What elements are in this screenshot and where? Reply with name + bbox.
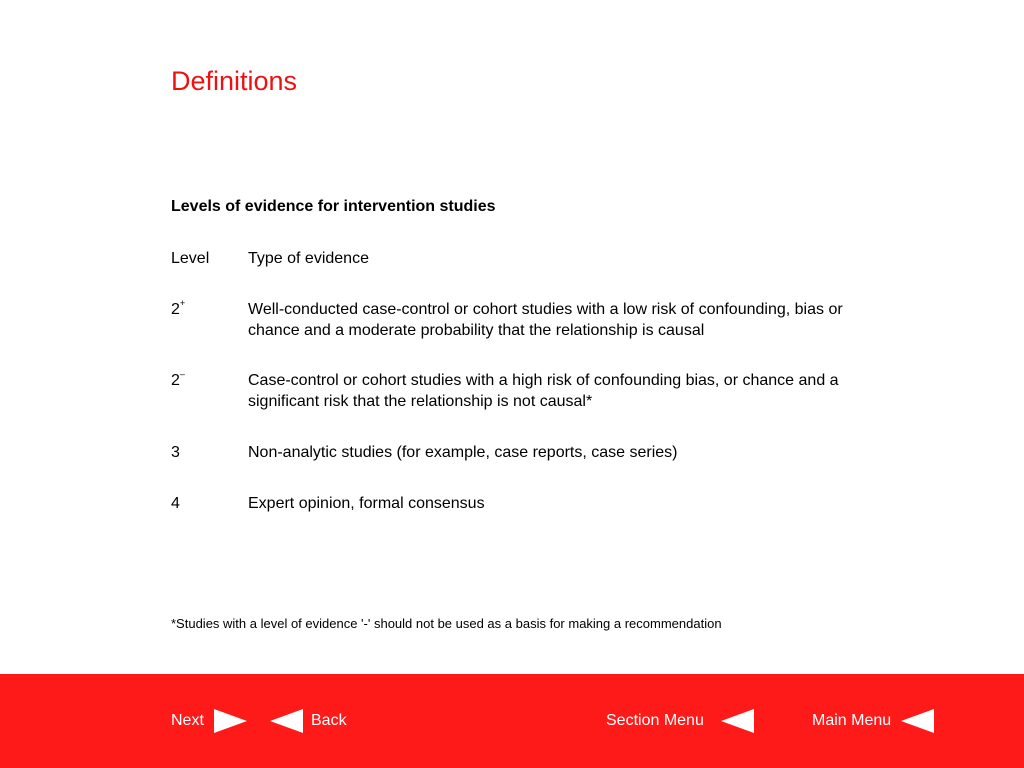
level-superscript: + (179, 298, 186, 308)
evidence-description: Expert opinion, formal consensus (248, 495, 485, 512)
level-number: 2 (171, 372, 180, 389)
evidence-description: Well-conducted case-control or cohort studies with a low risk of confounding, bias or chance and a moderate probability that the relationship is causal (248, 301, 843, 339)
section-subtitle: Levels of evidence for intervention studies (171, 198, 496, 215)
main-menu-button[interactable] (812, 707, 934, 735)
level-number: 3 (171, 444, 180, 461)
level-superscript: – (179, 369, 185, 379)
evidence-level (171, 493, 241, 514)
evidence-level (171, 370, 241, 391)
level-column-header: Level (171, 250, 210, 267)
level-number: 4 (171, 495, 180, 512)
back-label: Back (311, 712, 347, 729)
arrow-right-icon (214, 709, 247, 733)
evidence-description: Case-control or cohort studies with a high risk of confounding bias, or chance and a significant risk that the relationship is not causal* (248, 372, 839, 410)
next-button[interactable] (171, 707, 247, 735)
level-number: 2 (171, 301, 180, 318)
next-label: Next (171, 712, 204, 729)
arrow-left-icon (901, 709, 934, 733)
arrow-left-icon (721, 709, 754, 733)
evidence-description: Non-analytic studies (for example, case reports, case series) (248, 444, 678, 461)
evidence-level (171, 299, 241, 320)
back-button[interactable] (270, 707, 347, 735)
section-menu-button[interactable] (606, 707, 754, 735)
arrow-left-icon (270, 709, 303, 733)
main-menu-label: Main Menu (812, 712, 892, 729)
page-title: Definitions (171, 66, 298, 96)
footnote: *Studies with a level of evidence '-' should not be used as a basis for making a recommendation (171, 616, 722, 631)
type-column-header: Type of evidence (248, 250, 369, 267)
section-menu-label: Section Menu (606, 712, 704, 729)
evidence-level (171, 442, 241, 463)
navigation-bar (0, 674, 1024, 768)
